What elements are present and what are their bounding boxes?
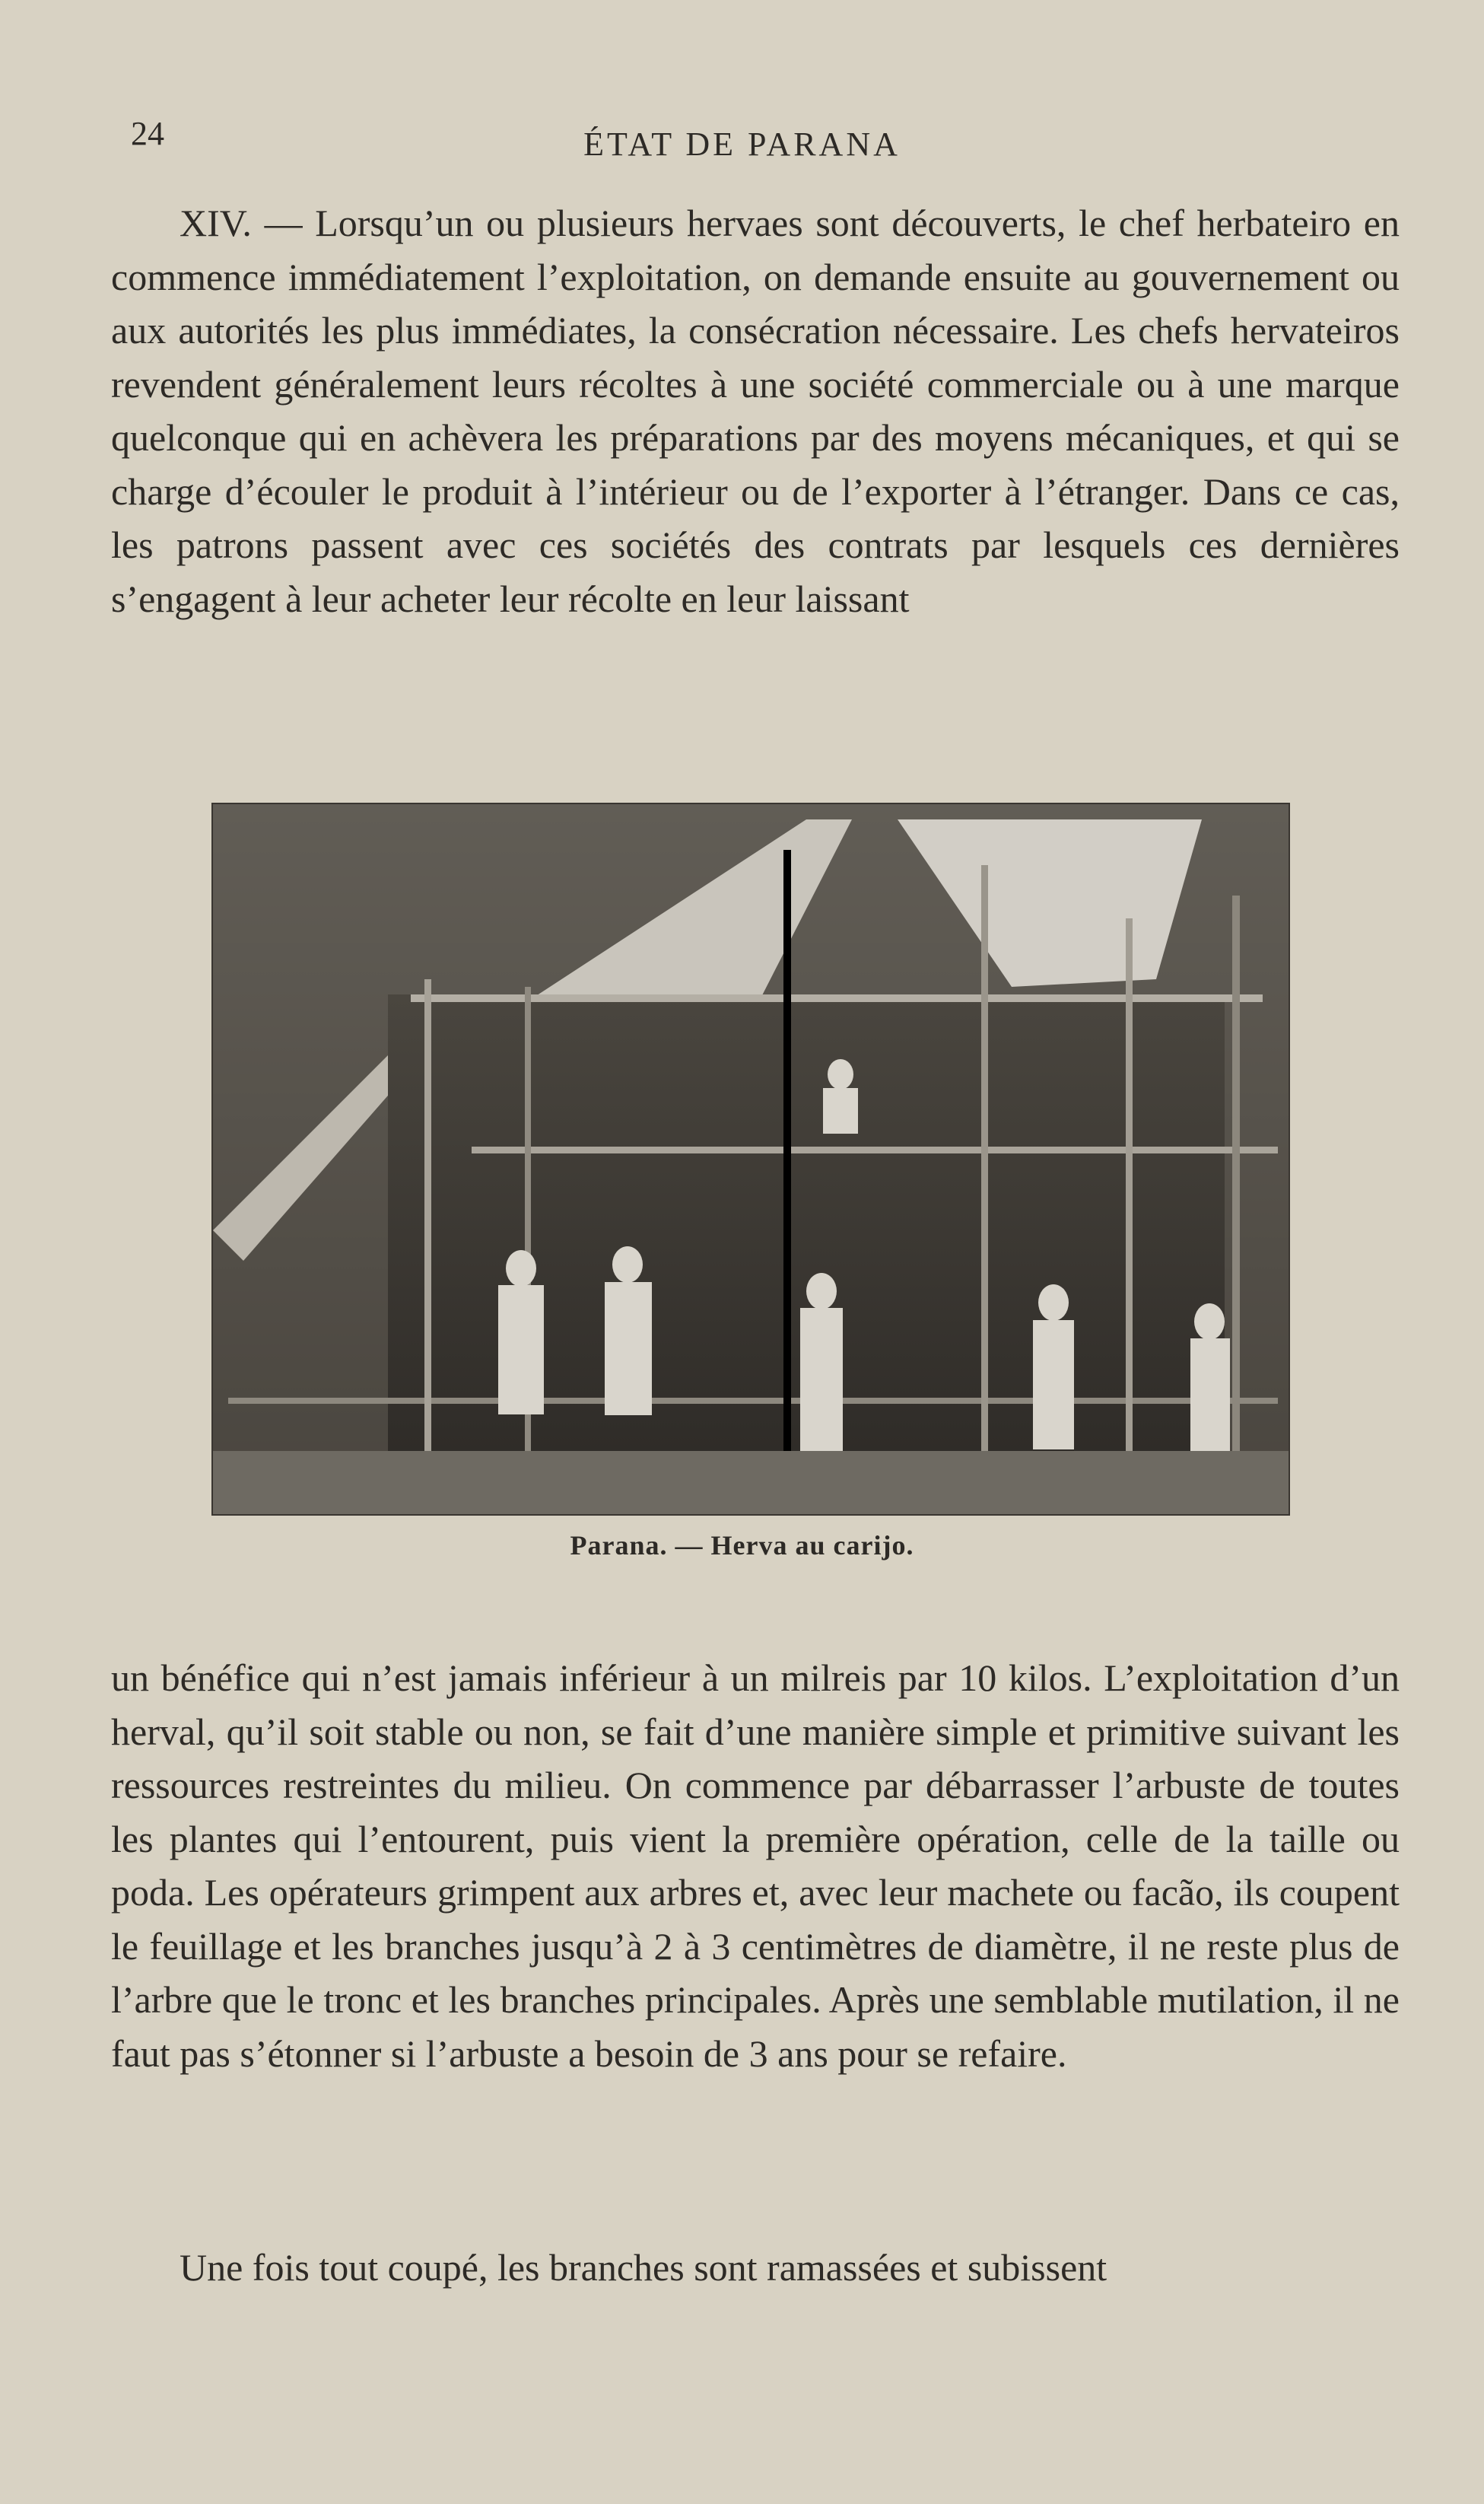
paragraph-2: un bénéfice qui n’est jamais inférieur à un milreis par 10 kilos. L’exploitation d’un herval, qu’il soit stable ou non, se fait d’une manière simple et primitive suivant les ressources restreintes du milieu. On commence par débarrasser l’arbuste de toutes les plantes qui l’entourent, puis vient la première opération, celle de la taille ou poda. Les opérateurs grimpent aux arbres et, avec leur machete ou facão, ils coupent le feuillage et les branches jusqu’à 2 à 3 centimètres de diamètre, il ne reste plus de l’arbre que le tronc et les branches principales. Après une semblable mutilation, il ne faut pas s’étonner si l’arbuste a besoin de 3 ans pour se refaire.: [111, 1656, 1400, 2075]
paragraph-1: XIV. — Lorsqu’un ou plusieurs hervaes sont découverts, le chef herbateiro en commence immédiatement l’exploitation, on demande ensuite au gouvernement ou aux autorités les plus immédiates, la consécration nécessaire. Les chefs hervateiros revendent généralement leurs récoltes à une société commerciale ou à une marque quelconque qui en achèvera les préparations par des moyens mécaniques, et qui se charge d’écouler le produit à l’intérieur ou de l’exporter à l’étranger. Dans ce cas, les patrons passent avec ces sociétés des contrats par lesquels ces dernières s’engagent à leur acheter leur récolte en leur laissant: [111, 202, 1400, 620]
figure-caption: Parana. — Herva au carijo.: [570, 1530, 914, 1561]
running-title: ÉTAT DE PARANA: [583, 126, 901, 163]
page-number: 24: [131, 115, 164, 152]
paragraph-3: Une fois tout coupé, les branches sont ramassées et subissent: [180, 2246, 1107, 2289]
photo-illustration: [213, 804, 1289, 1514]
photograph-herva-carijo: [211, 803, 1290, 1516]
